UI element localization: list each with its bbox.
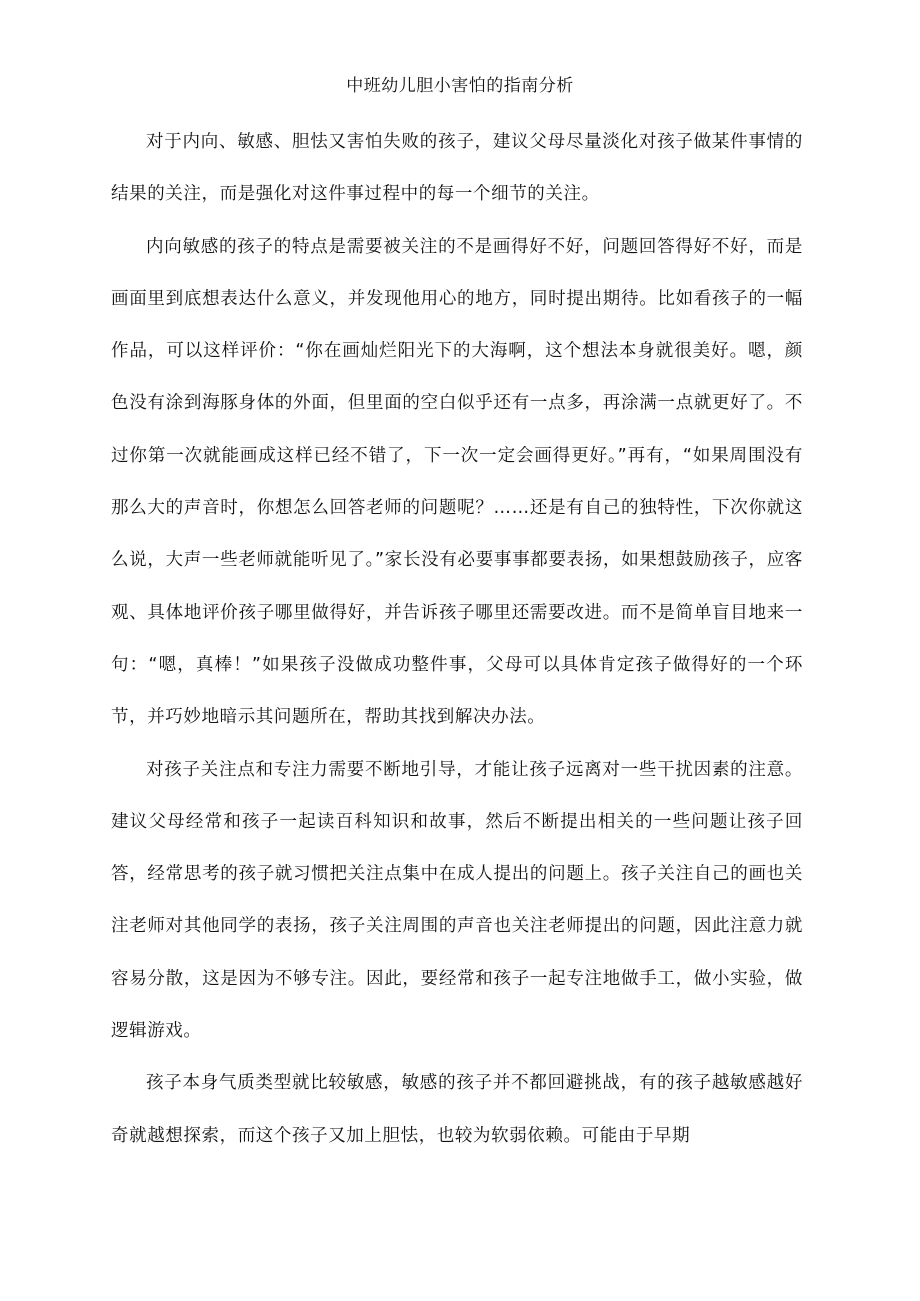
document-body <box>111 116 803 1162</box>
document-title: 中班幼儿胆小害怕的指南分析 <box>346 76 574 96</box>
paragraph-3: 对孩子关注点和专注力需要不断地引导，才能让孩子远离对一些干扰因素的注意。建议父母经常和孩子一起读百科知识和故事，然后不断提出相关的一些问题让孩子回答，经常思考的孩子就习惯把关注点集中在成人提出的问题上。孩子关注自己的画也关注老师对其他同学的表扬，孩子关注周围的声音也关注老师提出的问题，因此注意力就容易分散，这是因为不够专注。因此，要经常和孩子一起专注地做手工，做小实验，做逻辑游戏。 <box>111 759 803 1042</box>
paragraph-2: 内向敏感的孩子的特点是需要被关注的不是画得好不好，问题回答得好不好，而是画面里到底想表达什么意义，并发现他用心的地方，同时提出期待。比如看孩子的一幅作品，可以这样评价：“你在画灿烂阳光下的大海啊，这个想法本身就很美好。嗯，颜色没有涂到海豚身体的外面，但里面的空白似乎还有一点多，再涂满一点就更好了。不过你第一次就能画成这样已经不错了，下一次一定会画得更好。”再有，“如果周围没有那么大的声音时，你想怎么回答老师的问题呢？……还是有自己的独特性，下次你就这么说，大声一些老师就能听见了。”家长没有必要事事都要表扬，如果想鼓励孩子，应客观、具体地评价孩子哪里做得好，并告诉孩子哪里还需要改进。而不是简单盲目地来一句：“嗯，真棒！”如果孩子没做成功整件事，父母可以具体肯定孩子做得好的一个环节，并巧妙地暗示其问题所在，帮助其找到解决办法。 <box>111 236 803 728</box>
paragraph-4: 孩子本身气质类型就比较敏感，敏感的孩子并不都回避挑战，有的孩子越敏感越好奇就越想探索，而这个孩子又加上胆怯，也较为软弱依赖。可能由于早期 <box>111 1073 803 1146</box>
paragraph-1: 对于内向、敏感、胆怯又害怕失败的孩子，建议父母尽量淡化对孩子做某件事情的结果的关注，而是强化对这件事过程中的每一个细节的关注。 <box>111 132 803 205</box>
